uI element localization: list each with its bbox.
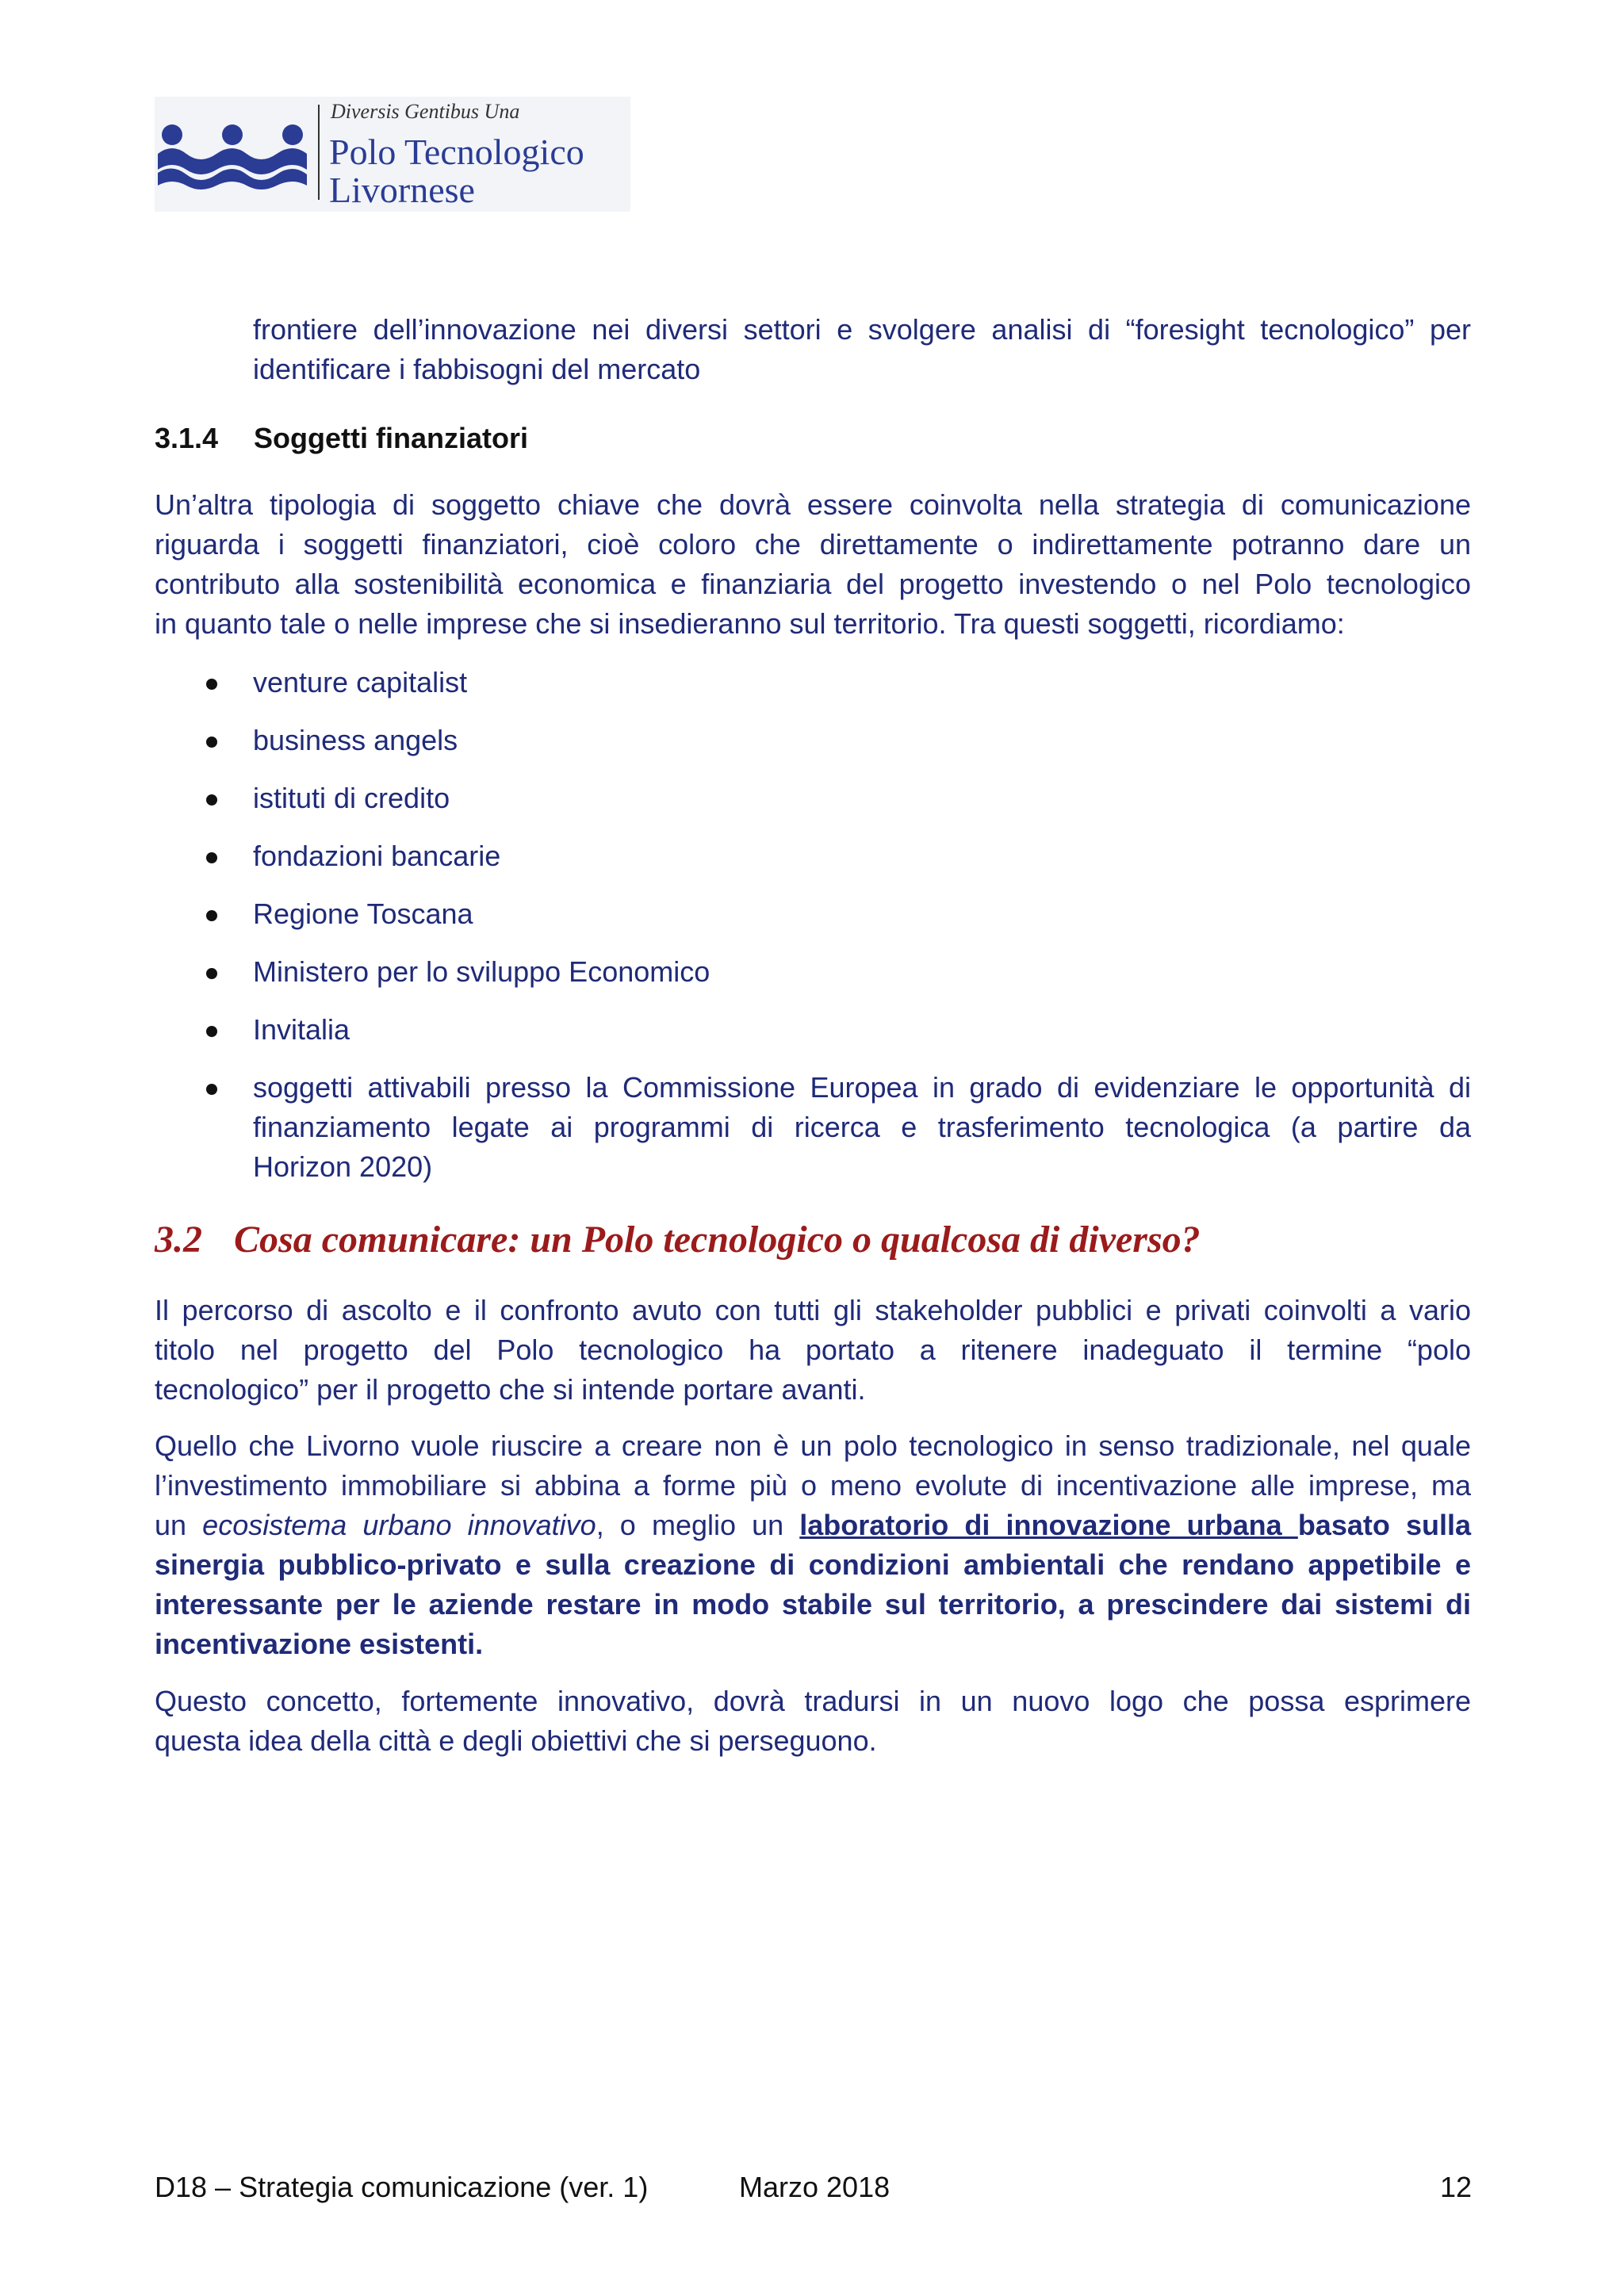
section-314-heading — [155, 422, 528, 455]
list-item-text: venture capitalist — [253, 666, 468, 698]
footer-document-title: D18 – Strategia comunicazione (ver. 1) — [155, 2171, 649, 2203]
bullet-icon — [206, 794, 217, 806]
paragraph-line: Quello che Livorno vuole riuscire a creare non è un polo tecnologico in senso tradizionale, nel quale — [155, 1429, 1471, 1462]
list-item-text: fondazioni bancarie — [253, 840, 501, 872]
section-314-title: Soggetti finanziatori — [254, 422, 528, 454]
section-32-paragraph-1 — [155, 1291, 1471, 1410]
section-32-heading — [155, 1218, 1201, 1261]
text-run: , o meglio un — [596, 1509, 800, 1541]
paragraph-line: Il percorso di ascolto e il confronto avuto con tutti gli stakeholder pubblici e privati coinvolti a vario — [155, 1294, 1471, 1326]
italic-term: ecosistema urbano innovativo — [202, 1509, 596, 1541]
innovation-lab-link[interactable]: laboratorio di innovazione urbana — [799, 1509, 1298, 1541]
logo-divider — [318, 105, 320, 200]
list-item-text: Regione Toscana — [253, 897, 473, 930]
paragraph-line: incentivazione esistenti. — [155, 1628, 484, 1660]
paragraph-line: in quanto tale o nelle imprese che si insedieranno sul territorio. Tra questi soggetti, ricordiamo: — [155, 607, 1345, 640]
bullet-icon — [206, 852, 217, 863]
paragraph-line: contributo alla sostenibilità economica e finanziaria del progetto investendo o nel Polo tecnologico — [155, 568, 1471, 600]
intro-line: frontiere dell’innovazione nei diversi settori e svolgere analisi di “foresight tecnologico” per — [253, 313, 1471, 346]
paragraph-line: Un’altra tipologia di soggetto chiave che dovrà essere coinvolta nella strategia di comunicazione — [155, 488, 1471, 521]
logo-motto: Diversis Gentibus Una — [331, 100, 520, 123]
intro-continuation — [253, 310, 1471, 389]
list-item-text: Invitalia — [253, 1013, 350, 1046]
list-item-text: Ministero per lo sviluppo Economico — [253, 955, 710, 988]
bullet-icon — [206, 679, 217, 690]
section-32-title: Cosa comunicare: un Polo tecnologico o qualcosa di diverso? — [234, 1219, 1201, 1261]
paragraph-line: titolo nel progetto del Polo tecnologico ha portato a ritenere inadeguato il termine “polo — [155, 1334, 1471, 1366]
list-item-text: business angels — [253, 724, 458, 756]
bold-run: basato sulla — [1297, 1509, 1472, 1541]
bullet-icon — [206, 910, 217, 921]
section-32-number: 3.2 — [155, 1219, 202, 1261]
paragraph-line: riguarda i soggetti finanziatori, cioè coloro che direttamente o indirettamente potranno dare un — [155, 528, 1471, 561]
paragraph-line: questa idea della città e degli obiettivi che si perseguono. — [155, 1724, 877, 1757]
footer-date: Marzo 2018 — [739, 2171, 891, 2203]
section-314-number: 3.1.4 — [155, 422, 219, 454]
paragraph-line: l’investimento immobiliare si abbina a forme più o meno evolute di incentivazione alle imprese, ma — [155, 1469, 1471, 1502]
section-32-paragraph-2 — [155, 1426, 1471, 1664]
list-item-text: istituti di credito — [253, 782, 450, 814]
bullet-icon — [206, 1026, 217, 1037]
logo-title-line2: Livornese — [329, 170, 475, 210]
list-item-line: finanziamento legate ai programmi di ricerca e trasferimento tecnologica (a partire da — [253, 1111, 1471, 1143]
bullet-icon — [206, 968, 217, 979]
paragraph-line: interessante per le aziende restare in modo stabile sul territorio, a prescindere dai sistemi di — [155, 1588, 1471, 1621]
section-314-paragraph — [155, 485, 1471, 644]
list-item-text — [253, 1068, 1471, 1187]
list-item-line: Horizon 2020) — [253, 1150, 433, 1183]
list-item-line: soggetti attivabili presso la Commissione Europea in grado di evidenziare le opportunità di — [253, 1071, 1471, 1104]
polo-logo-waves-icon — [155, 97, 313, 212]
paragraph-line — [155, 1506, 1471, 1545]
paragraph-line: sinergia pubblico-privato e sulla creazione di condizioni ambientali che rendano appetibile e — [155, 1548, 1471, 1581]
bullet-icon — [206, 1084, 217, 1095]
paragraph-line: Questo concetto, fortemente innovativo, dovrà tradursi in un nuovo logo che possa esprimere — [155, 1685, 1471, 1717]
paragraph-line: tecnologico” per il progetto che si intende portare avanti. — [155, 1373, 866, 1406]
section-32-paragraph-3 — [155, 1682, 1471, 1761]
intro-line: identificare i fabbisogni del mercato — [253, 353, 701, 385]
bullet-icon — [206, 737, 217, 748]
logo-title — [329, 133, 584, 209]
text-run: un — [155, 1509, 203, 1541]
logo-title-line1: Polo Tecnologico — [329, 132, 584, 172]
logo — [155, 97, 630, 212]
footer-page-number: 12 — [1440, 2171, 1473, 2203]
